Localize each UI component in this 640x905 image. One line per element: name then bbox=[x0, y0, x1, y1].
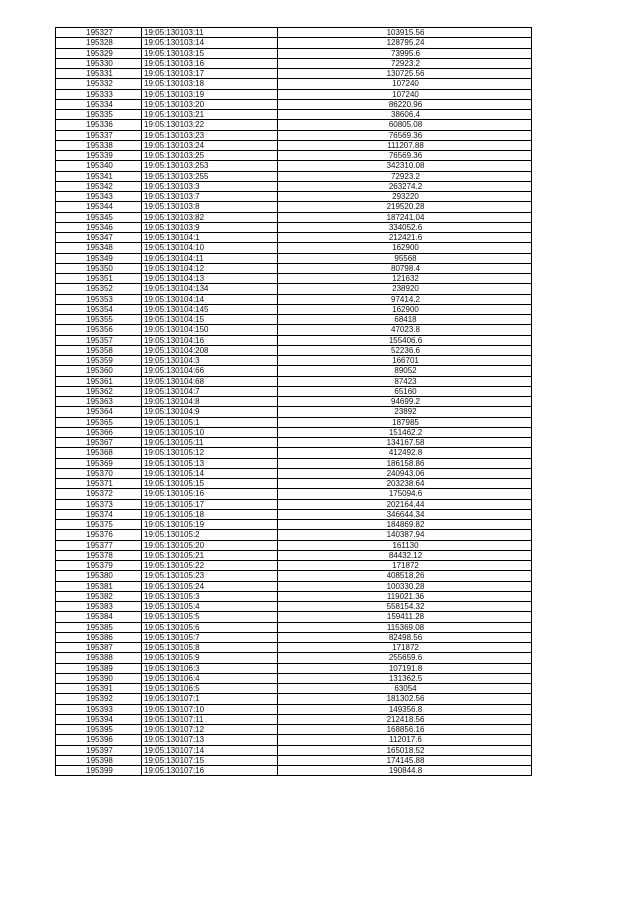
table-row bbox=[56, 438, 532, 448]
table-row bbox=[56, 489, 532, 499]
row-number-cell: 195335 bbox=[56, 110, 142, 120]
value-cell: 202164.44 bbox=[278, 499, 532, 509]
cadastral-number-cell: 19:05:130104:16 bbox=[142, 335, 278, 345]
cadastral-number-cell: 19:05:130105:6 bbox=[142, 622, 278, 632]
value-cell: 131362.5 bbox=[278, 673, 532, 683]
cadastral-number-cell: 19:05:130103:8 bbox=[142, 202, 278, 212]
table-row bbox=[56, 171, 532, 181]
value-cell: 149356.8 bbox=[278, 704, 532, 714]
table-row bbox=[56, 427, 532, 437]
table-row bbox=[56, 509, 532, 519]
table-row bbox=[56, 561, 532, 571]
row-number-cell: 195393 bbox=[56, 704, 142, 714]
row-number-cell: 195353 bbox=[56, 294, 142, 304]
value-cell: 175094.6 bbox=[278, 489, 532, 499]
table-row bbox=[56, 110, 532, 120]
value-cell: 346644.34 bbox=[278, 509, 532, 519]
row-number-cell: 195347 bbox=[56, 233, 142, 243]
row-number-cell: 195344 bbox=[56, 202, 142, 212]
row-number-cell: 195359 bbox=[56, 356, 142, 366]
table-row bbox=[56, 417, 532, 427]
cadastral-number-cell: 19:05:130103:19 bbox=[142, 89, 278, 99]
cadastral-number-cell: 19:05:130105:9 bbox=[142, 653, 278, 663]
table-row bbox=[56, 253, 532, 263]
value-cell: 134167.58 bbox=[278, 438, 532, 448]
row-number-cell: 195354 bbox=[56, 304, 142, 314]
cadastral-number-cell: 19:05:130105:11 bbox=[142, 438, 278, 448]
table-row bbox=[56, 79, 532, 89]
table-row bbox=[56, 448, 532, 458]
table-row bbox=[56, 366, 532, 376]
cadastral-number-cell: 19:05:130103:9 bbox=[142, 222, 278, 232]
row-number-cell: 195370 bbox=[56, 468, 142, 478]
row-number-cell: 195329 bbox=[56, 48, 142, 58]
cadastral-number-cell: 19:05:130103:15 bbox=[142, 48, 278, 58]
table-row bbox=[56, 468, 532, 478]
row-number-cell: 195381 bbox=[56, 581, 142, 591]
cadastral-number-cell: 19:05:130104:1 bbox=[142, 233, 278, 243]
row-number-cell: 195382 bbox=[56, 591, 142, 601]
cadastral-number-cell: 19:05:130104:145 bbox=[142, 304, 278, 314]
value-cell: 212421.6 bbox=[278, 233, 532, 243]
value-cell: 171872 bbox=[278, 561, 532, 571]
cadastral-number-cell: 19:05:130107:1 bbox=[142, 694, 278, 704]
value-cell: 159411.28 bbox=[278, 612, 532, 622]
table-row bbox=[56, 356, 532, 366]
table-row bbox=[56, 499, 532, 509]
row-number-cell: 195336 bbox=[56, 120, 142, 130]
row-number-cell: 195348 bbox=[56, 243, 142, 253]
table-row bbox=[56, 725, 532, 735]
cadastral-number-cell: 19:05:130104:14 bbox=[142, 294, 278, 304]
table-row bbox=[56, 243, 532, 253]
table-row bbox=[56, 233, 532, 243]
cadastral-number-cell: 19:05:130103:20 bbox=[142, 99, 278, 109]
row-number-cell: 195371 bbox=[56, 479, 142, 489]
table-row bbox=[56, 315, 532, 325]
value-cell: 23892 bbox=[278, 407, 532, 417]
table-row bbox=[56, 28, 532, 38]
cadastral-number-cell: 19:05:130104:9 bbox=[142, 407, 278, 417]
value-cell: 128795.24 bbox=[278, 38, 532, 48]
table-row bbox=[56, 602, 532, 612]
cadastral-number-cell: 19:05:130106:3 bbox=[142, 663, 278, 673]
value-cell: 82498.56 bbox=[278, 632, 532, 642]
table-row bbox=[56, 376, 532, 386]
value-cell: 187985 bbox=[278, 417, 532, 427]
value-cell: 60805.08 bbox=[278, 120, 532, 130]
value-cell: 68418 bbox=[278, 315, 532, 325]
cadastral-number-cell: 19:05:130103:24 bbox=[142, 140, 278, 150]
cadastral-number-cell: 19:05:130104:13 bbox=[142, 274, 278, 284]
cadastral-number-cell: 19:05:130104:10 bbox=[142, 243, 278, 253]
row-number-cell: 195367 bbox=[56, 438, 142, 448]
value-cell: 155406.6 bbox=[278, 335, 532, 345]
row-number-cell: 195339 bbox=[56, 151, 142, 161]
row-number-cell: 195360 bbox=[56, 366, 142, 376]
cadastral-number-cell: 19:05:130103:21 bbox=[142, 110, 278, 120]
cadastral-number-cell: 19:05:130103:253 bbox=[142, 161, 278, 171]
value-cell: 100330.28 bbox=[278, 581, 532, 591]
row-number-cell: 195358 bbox=[56, 345, 142, 355]
row-number-cell: 195373 bbox=[56, 499, 142, 509]
table-row bbox=[56, 673, 532, 683]
cadastral-value-table bbox=[55, 27, 532, 776]
row-number-cell: 195355 bbox=[56, 315, 142, 325]
row-number-cell: 195396 bbox=[56, 735, 142, 745]
row-number-cell: 195351 bbox=[56, 274, 142, 284]
table-row bbox=[56, 263, 532, 273]
row-number-cell: 195328 bbox=[56, 38, 142, 48]
cadastral-number-cell: 19:05:130105:5 bbox=[142, 612, 278, 622]
value-cell: 121632 bbox=[278, 274, 532, 284]
value-cell: 174145.88 bbox=[278, 755, 532, 765]
cadastral-number-cell: 19:05:130103:11 bbox=[142, 28, 278, 38]
table-row bbox=[56, 540, 532, 550]
cadastral-number-cell: 19:05:130106:5 bbox=[142, 684, 278, 694]
table-row bbox=[56, 530, 532, 540]
table-row bbox=[56, 653, 532, 663]
row-number-cell: 195377 bbox=[56, 540, 142, 550]
table-row bbox=[56, 335, 532, 345]
cadastral-number-cell: 19:05:130104:134 bbox=[142, 284, 278, 294]
row-number-cell: 195365 bbox=[56, 417, 142, 427]
value-cell: 107240 bbox=[278, 79, 532, 89]
table-row bbox=[56, 38, 532, 48]
cadastral-number-cell: 19:05:130103:255 bbox=[142, 171, 278, 181]
cadastral-number-cell: 19:05:130104:68 bbox=[142, 376, 278, 386]
row-number-cell: 195343 bbox=[56, 192, 142, 202]
cadastral-number-cell: 19:05:130107:16 bbox=[142, 766, 278, 776]
value-cell: 119021.36 bbox=[278, 591, 532, 601]
table-body bbox=[56, 28, 532, 776]
row-number-cell: 195388 bbox=[56, 653, 142, 663]
cadastral-number-cell: 19:05:130103:7 bbox=[142, 192, 278, 202]
row-number-cell: 195386 bbox=[56, 632, 142, 642]
table-row bbox=[56, 48, 532, 58]
cadastral-number-cell: 19:05:130105:24 bbox=[142, 581, 278, 591]
row-number-cell: 195332 bbox=[56, 79, 142, 89]
cadastral-number-cell: 19:05:130105:14 bbox=[142, 468, 278, 478]
table-row bbox=[56, 735, 532, 745]
table-row bbox=[56, 571, 532, 581]
value-cell: 111207.88 bbox=[278, 140, 532, 150]
row-number-cell: 195327 bbox=[56, 28, 142, 38]
table-row bbox=[56, 294, 532, 304]
row-number-cell: 195374 bbox=[56, 509, 142, 519]
cadastral-number-cell: 19:05:130105:22 bbox=[142, 561, 278, 571]
table-row bbox=[56, 325, 532, 335]
table-row bbox=[56, 58, 532, 68]
value-cell: 165018.52 bbox=[278, 745, 532, 755]
value-cell: 52236.6 bbox=[278, 345, 532, 355]
table-row bbox=[56, 479, 532, 489]
row-number-cell: 195340 bbox=[56, 161, 142, 171]
table-row bbox=[56, 632, 532, 642]
table-row bbox=[56, 284, 532, 294]
row-number-cell: 195366 bbox=[56, 427, 142, 437]
value-cell: 89052 bbox=[278, 366, 532, 376]
value-cell: 65160 bbox=[278, 386, 532, 396]
table-row bbox=[56, 591, 532, 601]
value-cell: 184869.82 bbox=[278, 520, 532, 530]
cadastral-number-cell: 19:05:130104:12 bbox=[142, 263, 278, 273]
cadastral-number-cell: 19:05:130107:10 bbox=[142, 704, 278, 714]
row-number-cell: 195357 bbox=[56, 335, 142, 345]
cadastral-number-cell: 19:05:130103:82 bbox=[142, 212, 278, 222]
value-cell: 186158.86 bbox=[278, 458, 532, 468]
row-number-cell: 195380 bbox=[56, 571, 142, 581]
cadastral-number-cell: 19:05:130105:3 bbox=[142, 591, 278, 601]
cadastral-number-cell: 19:05:130104:11 bbox=[142, 253, 278, 263]
table-row bbox=[56, 161, 532, 171]
row-number-cell: 195390 bbox=[56, 673, 142, 683]
cadastral-number-cell: 19:05:130104:208 bbox=[142, 345, 278, 355]
table-row bbox=[56, 755, 532, 765]
row-number-cell: 195383 bbox=[56, 602, 142, 612]
row-number-cell: 195379 bbox=[56, 561, 142, 571]
row-number-cell: 195334 bbox=[56, 99, 142, 109]
row-number-cell: 195349 bbox=[56, 253, 142, 263]
table-row bbox=[56, 745, 532, 755]
row-number-cell: 195363 bbox=[56, 397, 142, 407]
cadastral-number-cell: 19:05:130105:15 bbox=[142, 479, 278, 489]
table-row bbox=[56, 181, 532, 191]
table-row bbox=[56, 151, 532, 161]
row-number-cell: 195369 bbox=[56, 458, 142, 468]
value-cell: 140387.94 bbox=[278, 530, 532, 540]
value-cell: 212418.56 bbox=[278, 714, 532, 724]
value-cell: 107191.8 bbox=[278, 663, 532, 673]
value-cell: 161130 bbox=[278, 540, 532, 550]
cadastral-number-cell: 19:05:130103:25 bbox=[142, 151, 278, 161]
cadastral-number-cell: 19:05:130105:10 bbox=[142, 427, 278, 437]
value-cell: 63054 bbox=[278, 684, 532, 694]
cadastral-number-cell: 19:05:130105:23 bbox=[142, 571, 278, 581]
value-cell: 94699.2 bbox=[278, 397, 532, 407]
table-row bbox=[56, 202, 532, 212]
value-cell: 219520.28 bbox=[278, 202, 532, 212]
value-cell: 76569.36 bbox=[278, 130, 532, 140]
table-row bbox=[56, 222, 532, 232]
cadastral-number-cell: 19:05:130105:1 bbox=[142, 417, 278, 427]
row-number-cell: 195345 bbox=[56, 212, 142, 222]
table-row bbox=[56, 89, 532, 99]
table-row bbox=[56, 69, 532, 79]
row-number-cell: 195338 bbox=[56, 140, 142, 150]
value-cell: 166701 bbox=[278, 356, 532, 366]
cadastral-number-cell: 19:05:130103:22 bbox=[142, 120, 278, 130]
table-row bbox=[56, 663, 532, 673]
table-row bbox=[56, 345, 532, 355]
value-cell: 263274.2 bbox=[278, 181, 532, 191]
table-row bbox=[56, 458, 532, 468]
value-cell: 107240 bbox=[278, 89, 532, 99]
row-number-cell: 195375 bbox=[56, 520, 142, 530]
row-number-cell: 195361 bbox=[56, 376, 142, 386]
cadastral-number-cell: 19:05:130107:15 bbox=[142, 755, 278, 765]
value-cell: 190844.8 bbox=[278, 766, 532, 776]
table-row bbox=[56, 766, 532, 776]
value-cell: 73995.6 bbox=[278, 48, 532, 58]
row-number-cell: 195397 bbox=[56, 745, 142, 755]
value-cell: 558154.32 bbox=[278, 602, 532, 612]
row-number-cell: 195341 bbox=[56, 171, 142, 181]
value-cell: 80798.4 bbox=[278, 263, 532, 273]
row-number-cell: 195356 bbox=[56, 325, 142, 335]
row-number-cell: 195372 bbox=[56, 489, 142, 499]
cadastral-number-cell: 19:05:130107:13 bbox=[142, 735, 278, 745]
row-number-cell: 195346 bbox=[56, 222, 142, 232]
value-cell: 95568 bbox=[278, 253, 532, 263]
value-cell: 47023.8 bbox=[278, 325, 532, 335]
cadastral-number-cell: 19:05:130103:16 bbox=[142, 58, 278, 68]
row-number-cell: 195391 bbox=[56, 684, 142, 694]
table-row bbox=[56, 304, 532, 314]
value-cell: 86220.96 bbox=[278, 99, 532, 109]
value-cell: 151462.2 bbox=[278, 427, 532, 437]
row-number-cell: 195399 bbox=[56, 766, 142, 776]
table-row bbox=[56, 550, 532, 560]
value-cell: 203238.64 bbox=[278, 479, 532, 489]
table-row bbox=[56, 612, 532, 622]
value-cell: 72923.2 bbox=[278, 58, 532, 68]
value-cell: 162900 bbox=[278, 243, 532, 253]
value-cell: 240943.06 bbox=[278, 468, 532, 478]
cadastral-number-cell: 19:05:130104:66 bbox=[142, 366, 278, 376]
value-cell: 38606.4 bbox=[278, 110, 532, 120]
table-row bbox=[56, 212, 532, 222]
row-number-cell: 195385 bbox=[56, 622, 142, 632]
value-cell: 130725.56 bbox=[278, 69, 532, 79]
value-cell: 342310.08 bbox=[278, 161, 532, 171]
value-cell: 84432.12 bbox=[278, 550, 532, 560]
cadastral-number-cell: 19:05:130107:14 bbox=[142, 745, 278, 755]
cadastral-number-cell: 19:05:130105:21 bbox=[142, 550, 278, 560]
cadastral-number-cell: 19:05:130103:3 bbox=[142, 181, 278, 191]
row-number-cell: 195395 bbox=[56, 725, 142, 735]
value-cell: 76569.36 bbox=[278, 151, 532, 161]
cadastral-number-cell: 19:05:130105:12 bbox=[142, 448, 278, 458]
table-row bbox=[56, 99, 532, 109]
row-number-cell: 195362 bbox=[56, 386, 142, 396]
table-row bbox=[56, 581, 532, 591]
table-row bbox=[56, 643, 532, 653]
row-number-cell: 195330 bbox=[56, 58, 142, 68]
value-cell: 187241.04 bbox=[278, 212, 532, 222]
table-row bbox=[56, 274, 532, 284]
cadastral-number-cell: 19:05:130104:150 bbox=[142, 325, 278, 335]
value-cell: 72923.2 bbox=[278, 171, 532, 181]
row-number-cell: 195389 bbox=[56, 663, 142, 673]
cadastral-number-cell: 19:05:130105:4 bbox=[142, 602, 278, 612]
cadastral-number-cell: 19:05:130105:8 bbox=[142, 643, 278, 653]
cadastral-number-cell: 19:05:130103:23 bbox=[142, 130, 278, 140]
value-cell: 408518.26 bbox=[278, 571, 532, 581]
cadastral-number-cell: 19:05:130105:2 bbox=[142, 530, 278, 540]
table-row bbox=[56, 120, 532, 130]
cadastral-number-cell: 19:05:130105:20 bbox=[142, 540, 278, 550]
row-number-cell: 195394 bbox=[56, 714, 142, 724]
cadastral-number-cell: 19:05:130104:15 bbox=[142, 315, 278, 325]
value-cell: 293220 bbox=[278, 192, 532, 202]
row-number-cell: 195387 bbox=[56, 643, 142, 653]
value-cell: 255659.6 bbox=[278, 653, 532, 663]
cadastral-number-cell: 19:05:130105:13 bbox=[142, 458, 278, 468]
cadastral-number-cell: 19:05:130103:14 bbox=[142, 38, 278, 48]
row-number-cell: 195342 bbox=[56, 181, 142, 191]
row-number-cell: 195333 bbox=[56, 89, 142, 99]
row-number-cell: 195392 bbox=[56, 694, 142, 704]
row-number-cell: 195337 bbox=[56, 130, 142, 140]
value-cell: 103915.56 bbox=[278, 28, 532, 38]
cadastral-number-cell: 19:05:130105:17 bbox=[142, 499, 278, 509]
value-cell: 87423 bbox=[278, 376, 532, 386]
row-number-cell: 195352 bbox=[56, 284, 142, 294]
row-number-cell: 195368 bbox=[56, 448, 142, 458]
table-row bbox=[56, 694, 532, 704]
cadastral-number-cell: 19:05:130105:16 bbox=[142, 489, 278, 499]
row-number-cell: 195376 bbox=[56, 530, 142, 540]
value-cell: 115369.08 bbox=[278, 622, 532, 632]
row-number-cell: 195378 bbox=[56, 550, 142, 560]
table-row bbox=[56, 397, 532, 407]
table-row bbox=[56, 407, 532, 417]
cadastral-number-cell: 19:05:130106:4 bbox=[142, 673, 278, 683]
table-row bbox=[56, 140, 532, 150]
value-cell: 412492.8 bbox=[278, 448, 532, 458]
cadastral-number-cell: 19:05:130104:3 bbox=[142, 356, 278, 366]
table-row bbox=[56, 192, 532, 202]
cadastral-number-cell: 19:05:130107:11 bbox=[142, 714, 278, 724]
value-cell: 112017.6 bbox=[278, 735, 532, 745]
row-number-cell: 195398 bbox=[56, 755, 142, 765]
value-cell: 171872 bbox=[278, 643, 532, 653]
table-row bbox=[56, 714, 532, 724]
cadastral-number-cell: 19:05:130103:18 bbox=[142, 79, 278, 89]
table-row bbox=[56, 520, 532, 530]
value-cell: 168856.16 bbox=[278, 725, 532, 735]
cadastral-number-cell: 19:05:130103:17 bbox=[142, 69, 278, 79]
row-number-cell: 195350 bbox=[56, 263, 142, 273]
row-number-cell: 195364 bbox=[56, 407, 142, 417]
table-row bbox=[56, 622, 532, 632]
cadastral-number-cell: 19:05:130107:12 bbox=[142, 725, 278, 735]
row-number-cell: 195384 bbox=[56, 612, 142, 622]
cadastral-number-cell: 19:05:130104:7 bbox=[142, 386, 278, 396]
value-cell: 97414.2 bbox=[278, 294, 532, 304]
value-cell: 162900 bbox=[278, 304, 532, 314]
table-row bbox=[56, 130, 532, 140]
table-row bbox=[56, 704, 532, 714]
cadastral-number-cell: 19:05:130105:18 bbox=[142, 509, 278, 519]
cadastral-number-cell: 19:05:130105:19 bbox=[142, 520, 278, 530]
value-cell: 334052.6 bbox=[278, 222, 532, 232]
value-cell: 181302.56 bbox=[278, 694, 532, 704]
row-number-cell: 195331 bbox=[56, 69, 142, 79]
cadastral-number-cell: 19:05:130104:8 bbox=[142, 397, 278, 407]
table-row bbox=[56, 684, 532, 694]
value-cell: 238920 bbox=[278, 284, 532, 294]
table-row bbox=[56, 386, 532, 396]
cadastral-number-cell: 19:05:130105:7 bbox=[142, 632, 278, 642]
